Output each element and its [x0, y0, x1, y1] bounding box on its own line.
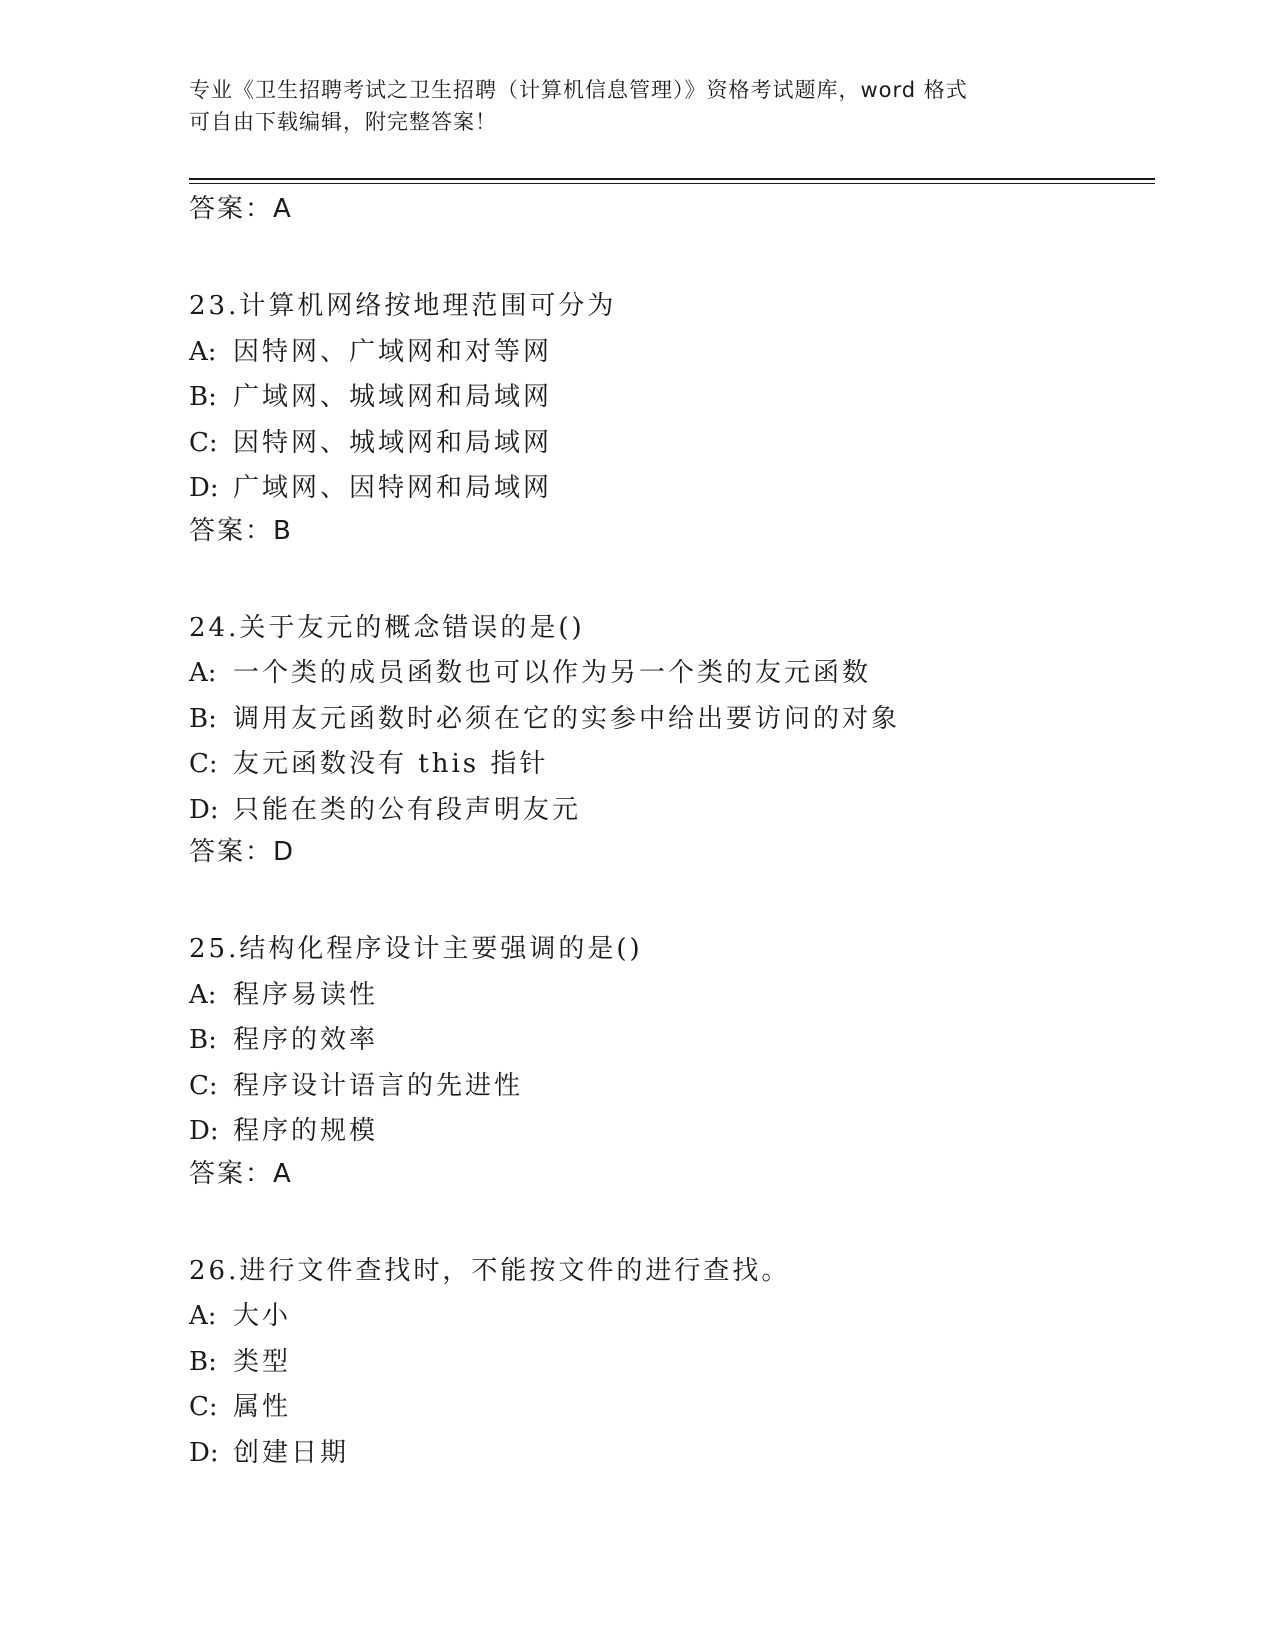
option-key: D:: [189, 473, 219, 503]
answer-label: 答案：: [189, 515, 274, 546]
option-key: C:: [189, 1070, 218, 1101]
option-b: [189, 375, 1149, 421]
question-list: [189, 192, 1149, 1476]
option-c: [189, 421, 1149, 467]
option-key: B:: [189, 1025, 217, 1055]
header-divider-thin: [189, 183, 1155, 184]
option-key: B:: [189, 703, 217, 734]
option-text: 程序设计语言的先进性: [233, 1070, 524, 1101]
option-text: 广域网、城域网和局域网: [233, 382, 553, 412]
option-key: C:: [189, 1392, 218, 1422]
option-b: [189, 1340, 1149, 1386]
answer-label: 答案：: [189, 1158, 274, 1189]
option-key: D:: [189, 794, 219, 825]
answer-value: B: [273, 515, 291, 546]
option-key: A:: [189, 658, 217, 688]
answer-line: [189, 514, 1149, 548]
option-text: 属性: [233, 1392, 292, 1422]
option-text: 创建日期: [233, 1437, 350, 1468]
option-key: C:: [189, 749, 218, 779]
answer-label: 答案：: [189, 194, 274, 224]
option-text: 程序的效率: [233, 1025, 379, 1055]
answer-line: [189, 1157, 1149, 1191]
spacer: [189, 869, 1149, 927]
answer-value: A: [273, 194, 291, 224]
question-title: 24.关于友元的概念错误的是(): [189, 612, 585, 643]
option-d: [189, 1431, 1149, 1477]
option-c: [189, 1064, 1149, 1110]
question-title: 25.结构化程序设计主要强调的是(): [189, 934, 643, 964]
option-a: [189, 651, 1149, 697]
option-text: 因特网、广域网和对等网: [233, 336, 553, 367]
answer-value: D: [273, 837, 294, 867]
question-title: 23.计算机网络按地理范围可分为: [189, 291, 617, 321]
header-line-1: 专业《卫生招聘考试之卫生招聘（计算机信息管理）》资格考试题库，word 格式: [189, 78, 968, 102]
option-c: [189, 742, 1149, 788]
option-text: 友元函数没有 this 指针: [233, 749, 549, 779]
option-key: B:: [189, 382, 217, 412]
option-d: [189, 1109, 1149, 1155]
option-d: [189, 788, 1149, 834]
spacer: [189, 1191, 1149, 1249]
option-key: B:: [189, 1346, 217, 1377]
question-block: [189, 927, 1149, 1191]
option-b: [189, 697, 1149, 743]
header-divider-thick: [189, 178, 1155, 180]
option-b: [189, 1018, 1149, 1064]
answer-value: A: [273, 1158, 291, 1189]
option-c: [189, 1385, 1149, 1431]
option-text: 广域网、因特网和局域网: [233, 473, 553, 503]
option-text: 调用友元函数时必须在它的实参中给出要访问的对象: [233, 703, 901, 734]
option-key: D:: [189, 1116, 219, 1146]
question-block: [189, 606, 1149, 870]
option-a: [189, 330, 1149, 376]
option-text: 程序易读性: [233, 979, 379, 1010]
option-key: A:: [189, 979, 217, 1010]
spacer: [189, 226, 1149, 284]
question-block: [189, 284, 1149, 548]
option-text: 因特网、城域网和局域网: [233, 427, 553, 458]
option-text: 大小: [233, 1301, 292, 1331]
option-a: [189, 973, 1149, 1019]
option-text: 类型: [233, 1346, 292, 1377]
answer-label: 答案：: [189, 837, 274, 867]
option-a: [189, 1294, 1149, 1340]
option-text: 程序的规模: [233, 1116, 379, 1146]
question-block: [189, 1249, 1149, 1477]
question-title: 26.进行文件查找时，不能按文件的进行查找。: [189, 1255, 791, 1286]
option-text: 只能在类的公有段声明友元: [233, 794, 582, 825]
option-key: D:: [189, 1437, 219, 1468]
option-key: C:: [189, 427, 218, 458]
answer-line: [189, 192, 1149, 226]
document-header: [189, 74, 1089, 138]
option-key: A:: [189, 1301, 217, 1331]
answer-line: [189, 835, 1149, 869]
option-d: [189, 466, 1149, 512]
header-line-2: 可自由下载编辑，附完整答案！: [189, 110, 497, 134]
spacer: [189, 548, 1149, 606]
option-text: 一个类的成员函数也可以作为另一个类的友元函数: [233, 658, 872, 688]
option-key: A:: [189, 336, 217, 367]
